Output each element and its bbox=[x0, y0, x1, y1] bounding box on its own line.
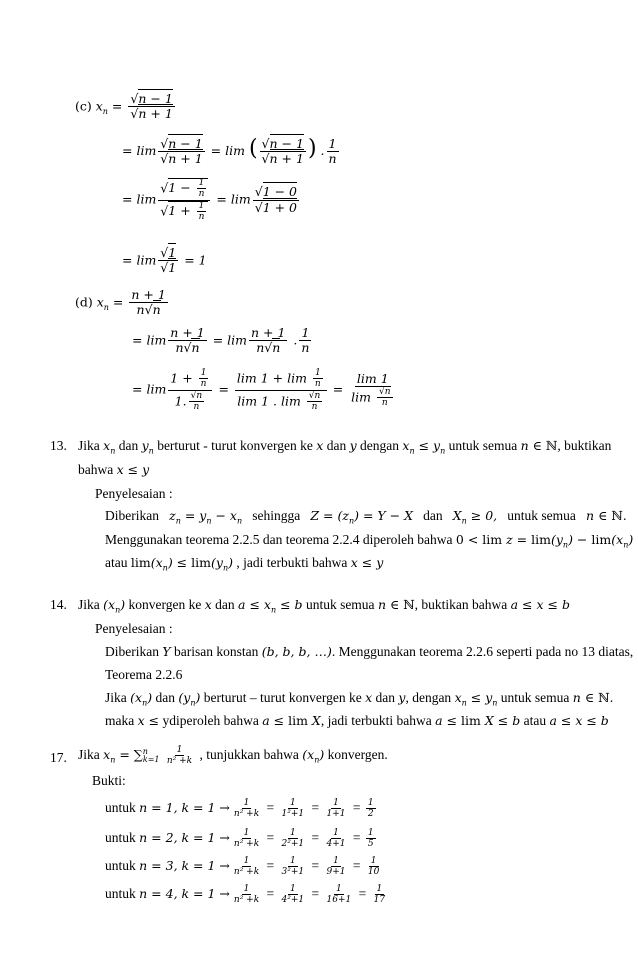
q17-row: untuk n = 2, k = 1 → $\frac{1}{\text{n² +k}}$ = $\frac{1}{\text{2²+1}}$ = $\frac{1}{4+1}$ = $\frac{1}{5}$ bbox=[105, 828, 374, 850]
q17-row: untuk n = 4, k = 1 → $\frac{1}{\text{n² +k}}$ = $\frac{1}{\text{4²+1}}$ = $\frac{1}{16+1}$ = $\frac{1}{17}$ bbox=[105, 884, 386, 906]
q14-sol-line3: Jika $(x_n)$ dan $(y_n)$ berturut – turut konvergen ke x dan y, dengan $x_n \le y_n$ untuk semua n ∈ ℕ. bbox=[105, 690, 614, 708]
q17-row-prefix: untuk bbox=[105, 799, 136, 815]
q17-row-cond: n = 4, k = 1 → bbox=[139, 885, 230, 901]
sec-d-label: (d) bbox=[75, 294, 93, 310]
q13-statement-2: bahwa x ≤ y bbox=[78, 462, 150, 477]
q17-row: untuk n = 3, k = 1 → $\frac{1}{\text{n² +k}}$ = $\frac{1}{\text{3²+1}}$ = $\frac{1}{9+1}$ = $\frac{1}{10}$ bbox=[105, 856, 380, 878]
q17-row-sum: 9+1 bbox=[326, 867, 346, 878]
q17-row-sq: 4²+1 bbox=[281, 895, 305, 906]
q17-row-result: 2 bbox=[367, 809, 374, 820]
q17-row-prefix: untuk bbox=[105, 829, 136, 845]
sec-c-line2: = lim $\frac{√n - 1}{√n + 1}$ = lim ( $\frac{√n - 1}{√n + 1}$ ) . $\frac{1}{n}$ bbox=[122, 135, 337, 166]
sec-c-line4: = lim $\frac{√1}{√1}$ = 1 bbox=[122, 245, 207, 276]
q17-row-sum: 4+1 bbox=[326, 839, 346, 850]
sec-c-line1: (c) $x_n$ = $\frac{√n - 1}{√n + 1}$ bbox=[75, 91, 173, 122]
q17-row-sq: 3²+1 bbox=[281, 867, 305, 878]
q17-row-prefix: untuk bbox=[105, 885, 136, 901]
q13-sol-line2: Menggunakan teorema 2.2.5 dan teorema 2.2.4 diperoleh bahwa $0 < \lim z = \lim(y_n) - \lim(x_n)$ bbox=[105, 532, 634, 550]
q14-sol-line2: Teorema 2.2.6 bbox=[105, 667, 183, 682]
q13-statement: Jika $x_n$ dan $y_n$ berturut - turut konvergen ke x dan y dengan $x_n \le y_n$ untuk semua n ∈ ℕ, buktikan bbox=[78, 438, 612, 456]
q17-row-result: 5 bbox=[367, 839, 374, 850]
sec-d-line2: = lim $\frac{n + 1}{n√n}$ = lim $\frac{n + 1}{n√n}$ . $\frac{1}{n}$ bbox=[132, 325, 310, 356]
sec-d-line1: (d) $x_n$ = $\frac{n + 1}{n√n}$ bbox=[75, 287, 166, 318]
q13-solution-label: Penyelesaian : bbox=[95, 486, 173, 501]
q14-sol-line4: maka x ≤ ydiperoleh bahwa a ≤ lim X, jadi terbukti bahwa a ≤ lim X ≤ b atau a ≤ x ≤ b bbox=[105, 713, 609, 728]
q13-sol-line3: atau $\lim(x_n) \le \lim(y_n)$ , jadi terbukti bahwa x ≤ y bbox=[105, 555, 384, 573]
q17-row-result: 17 bbox=[373, 895, 386, 906]
q17-statement: Jika $x_n = \sum^n_{k=1}$ $\frac{1}{\text{n² +k}}$ , tunjukkan bahwa $(x_n)$ konvergen. bbox=[78, 745, 388, 767]
q14-sol-line1: Diberikan Y barisan konstan (b, b, b, …). Menggunakan teorema 2.2.6 seperti pada no 13 diatas, bbox=[105, 644, 634, 659]
q17-proof-label: Bukti: bbox=[92, 773, 126, 788]
q17-row-cond: n = 2, k = 1 → bbox=[139, 829, 230, 845]
q17-row-cond: n = 3, k = 1 → bbox=[139, 857, 230, 873]
sec-c-line3: = lim √1 − $\frac{1}{n}$ √1 + $\frac{1}{n}$ = lim $\frac{√1 - 0}{√1 + 0}$ bbox=[122, 178, 298, 223]
q17-row-prefix: untuk bbox=[105, 857, 136, 873]
q13-sol-line1: Diberikan $z_n = y_n - x_n$ sehingga $Z = (z_n) = Y - X$ dan $X_n \ge 0$, untuk semua n ∈ ℕ. bbox=[105, 508, 627, 526]
q17-number: 17. bbox=[50, 750, 67, 765]
q14-solution-label: Penyelesaian : bbox=[95, 621, 173, 636]
q17-row-cond: n = 1, k = 1 → bbox=[139, 799, 230, 815]
q13-number: 13. bbox=[50, 438, 67, 453]
sec-c-label: (c) bbox=[75, 98, 92, 114]
q17-row-sum: 1+1 bbox=[326, 809, 346, 820]
q17-row: untuk n = 1, k = 1 → $\frac{1}{\text{n² +k}}$ = $\frac{1}{\text{1²+1}}$ = $\frac{1}{1+1}$ = $\frac{1}{2}$ bbox=[105, 798, 374, 820]
q17-row-sum: 16+1 bbox=[326, 895, 352, 906]
q14-statement: Jika $(x_n)$ konvergen ke x dan $a \le x_n \le b$ untuk semua n ∈ ℕ, buktikan bahwa a ≤ x ≤ b bbox=[78, 597, 570, 615]
q14-number: 14. bbox=[50, 597, 67, 612]
q17-row-result: 10 bbox=[367, 867, 380, 878]
q17-row-sq: 2²+1 bbox=[281, 839, 305, 850]
q17-row-sq: 1²+1 bbox=[281, 809, 305, 820]
sec-d-line3: = lim 1 + $\frac{1}{n}$ 1. $\frac{√n}{n}$ = lim 1 + lim $\frac{1}{n}$ lim 1 . lim $\frac{√n}{n}$ = lim 1 lim $\frac{√n}{n}$ bbox=[132, 368, 391, 413]
